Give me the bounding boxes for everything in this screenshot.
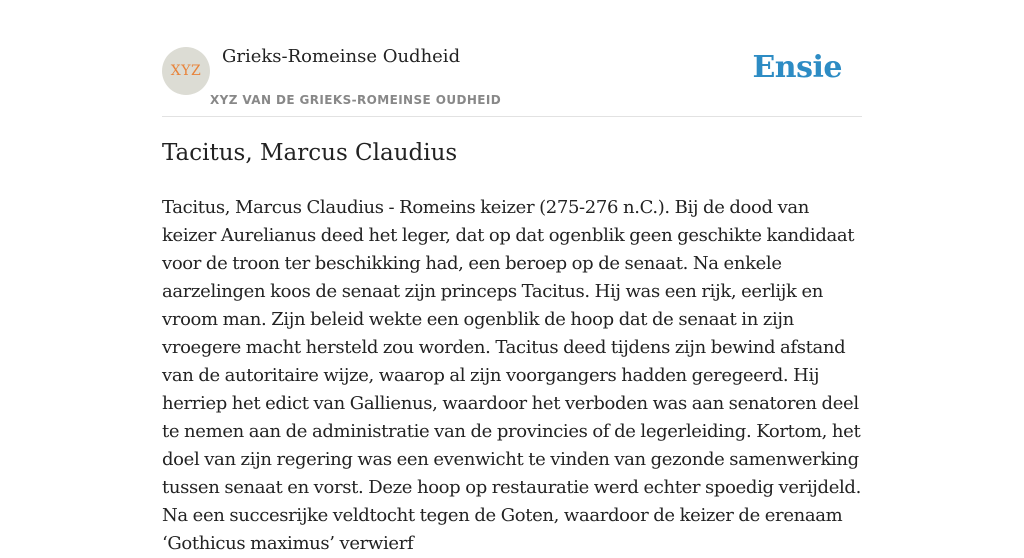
source-title-link[interactable]: Grieks-Romeinse Oudheid: [222, 46, 461, 67]
page-header: [162, 0, 862, 117]
source-logo[interactable]: [162, 47, 210, 95]
source-subtitle: XYZ VAN DE GRIEKS-ROMEINSE OUDHEID: [210, 93, 502, 107]
article-page: [162, 0, 862, 554]
source-logo-text: XYZ: [170, 63, 202, 79]
article-title: Tacitus, Marcus Claudius: [162, 140, 458, 166]
article-body: Tacitus, Marcus Claudius - Romeins keizer (275-276 n.C.). Bij de dood van keizer Aurelianus deed het leger, dat op dat ogenblik geen geschikte kandidaat voor de troon ter beschikking had, een beroep op de senaat. Na enkele aarzelingen koos de senaat zijn princeps Tacitus. Hij was een rijk, eerlijk en vroom man. Zijn beleid wekte een ogenblik de hoop dat de senaat in zijn vroegere macht hersteld zou worden. Tacitus deed tijdens zijn bewind afstand van de autoritaire wijze, waarop al zijn voorgangers hadden geregeerd. Hij herriep het edict van Gallienus, waardoor het verboden was aan senatoren deel te nemen aan de administratie van de provincies of de legerleiding. Kortom, het doel van zijn regering was een evenwicht te vinden van gezonde samenwerking tussen senaat en vorst. Deze hoop op restauratie werd echter spoedig verijdeld. Na een succesrijke veldtocht tegen de Goten, waardoor de keizer de erenaam ‘Gothicus maximus’ verwierf: [162, 197, 861, 554]
ensie-brand-logo[interactable]: Ensie: [752, 50, 842, 85]
